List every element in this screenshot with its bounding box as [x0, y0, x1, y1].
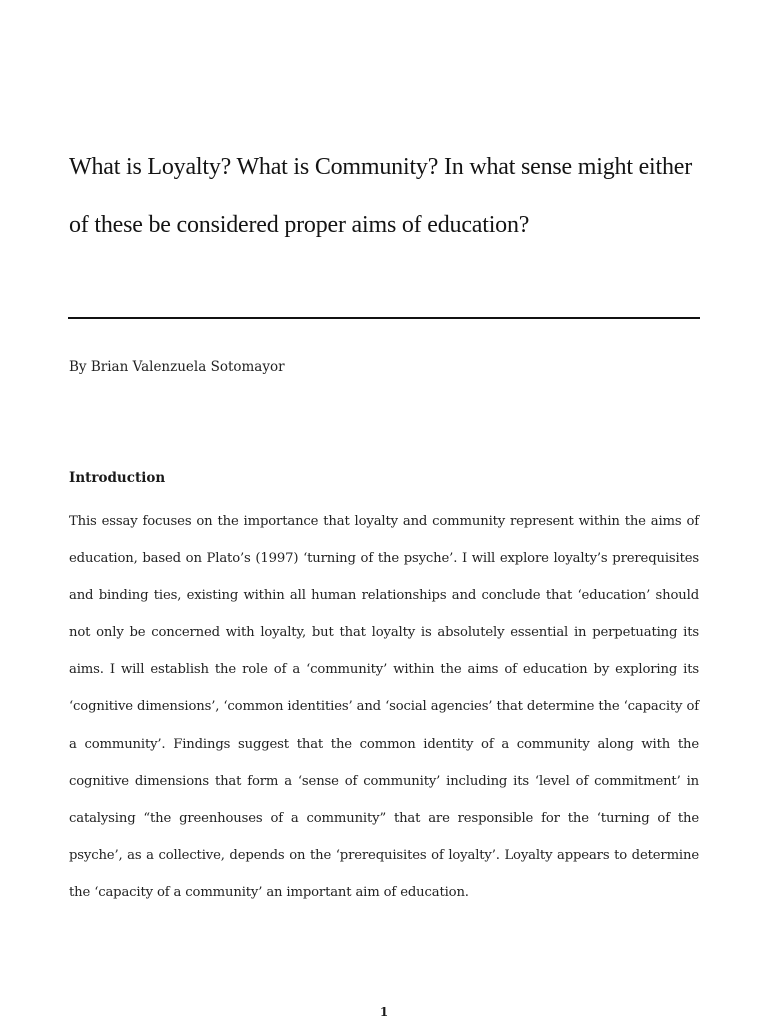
introduction-paragraph: This essay focuses on the importance that loyalty and community represent within the aims of education, based on Plato’s (1997) ‘turning of the psyche’. I will explore loyalty’s prerequisites and binding ties, existing within all human relationships and conclude that ‘education’ should not only be concerned with loyalty, but that loyalty is absolutely essential in perpetuating its aims. I will establish the role of a ‘community’ within the aims of education by exploring its ‘cognitive dimensions’, ‘common identities’ and ‘social agencies’ that determine the ‘capacity of a community’. Findings suggest that the common identity of a community along with the cognitive dimensions that form a ‘sense of community’ including its ‘level of commitment’ in catalysing “the greenhouses of a community” that are responsible for the ‘turning of the psyche’, as a collective, depends on the ‘prerequisites of loyalty’. Loyalty appears to determine the ‘capacity of a community’ an important aim of education. [69, 514, 699, 900]
author-byline: By Brian Valenzuela Sotomayor [69, 359, 285, 375]
document-title: What is Loyalty? What is Community? In what sense might either of these be considered proper aims of education? [69, 154, 693, 238]
section-heading-introduction: Introduction [69, 470, 166, 486]
page-number: 1 [379, 1005, 389, 1019]
title-divider [68, 317, 700, 319]
